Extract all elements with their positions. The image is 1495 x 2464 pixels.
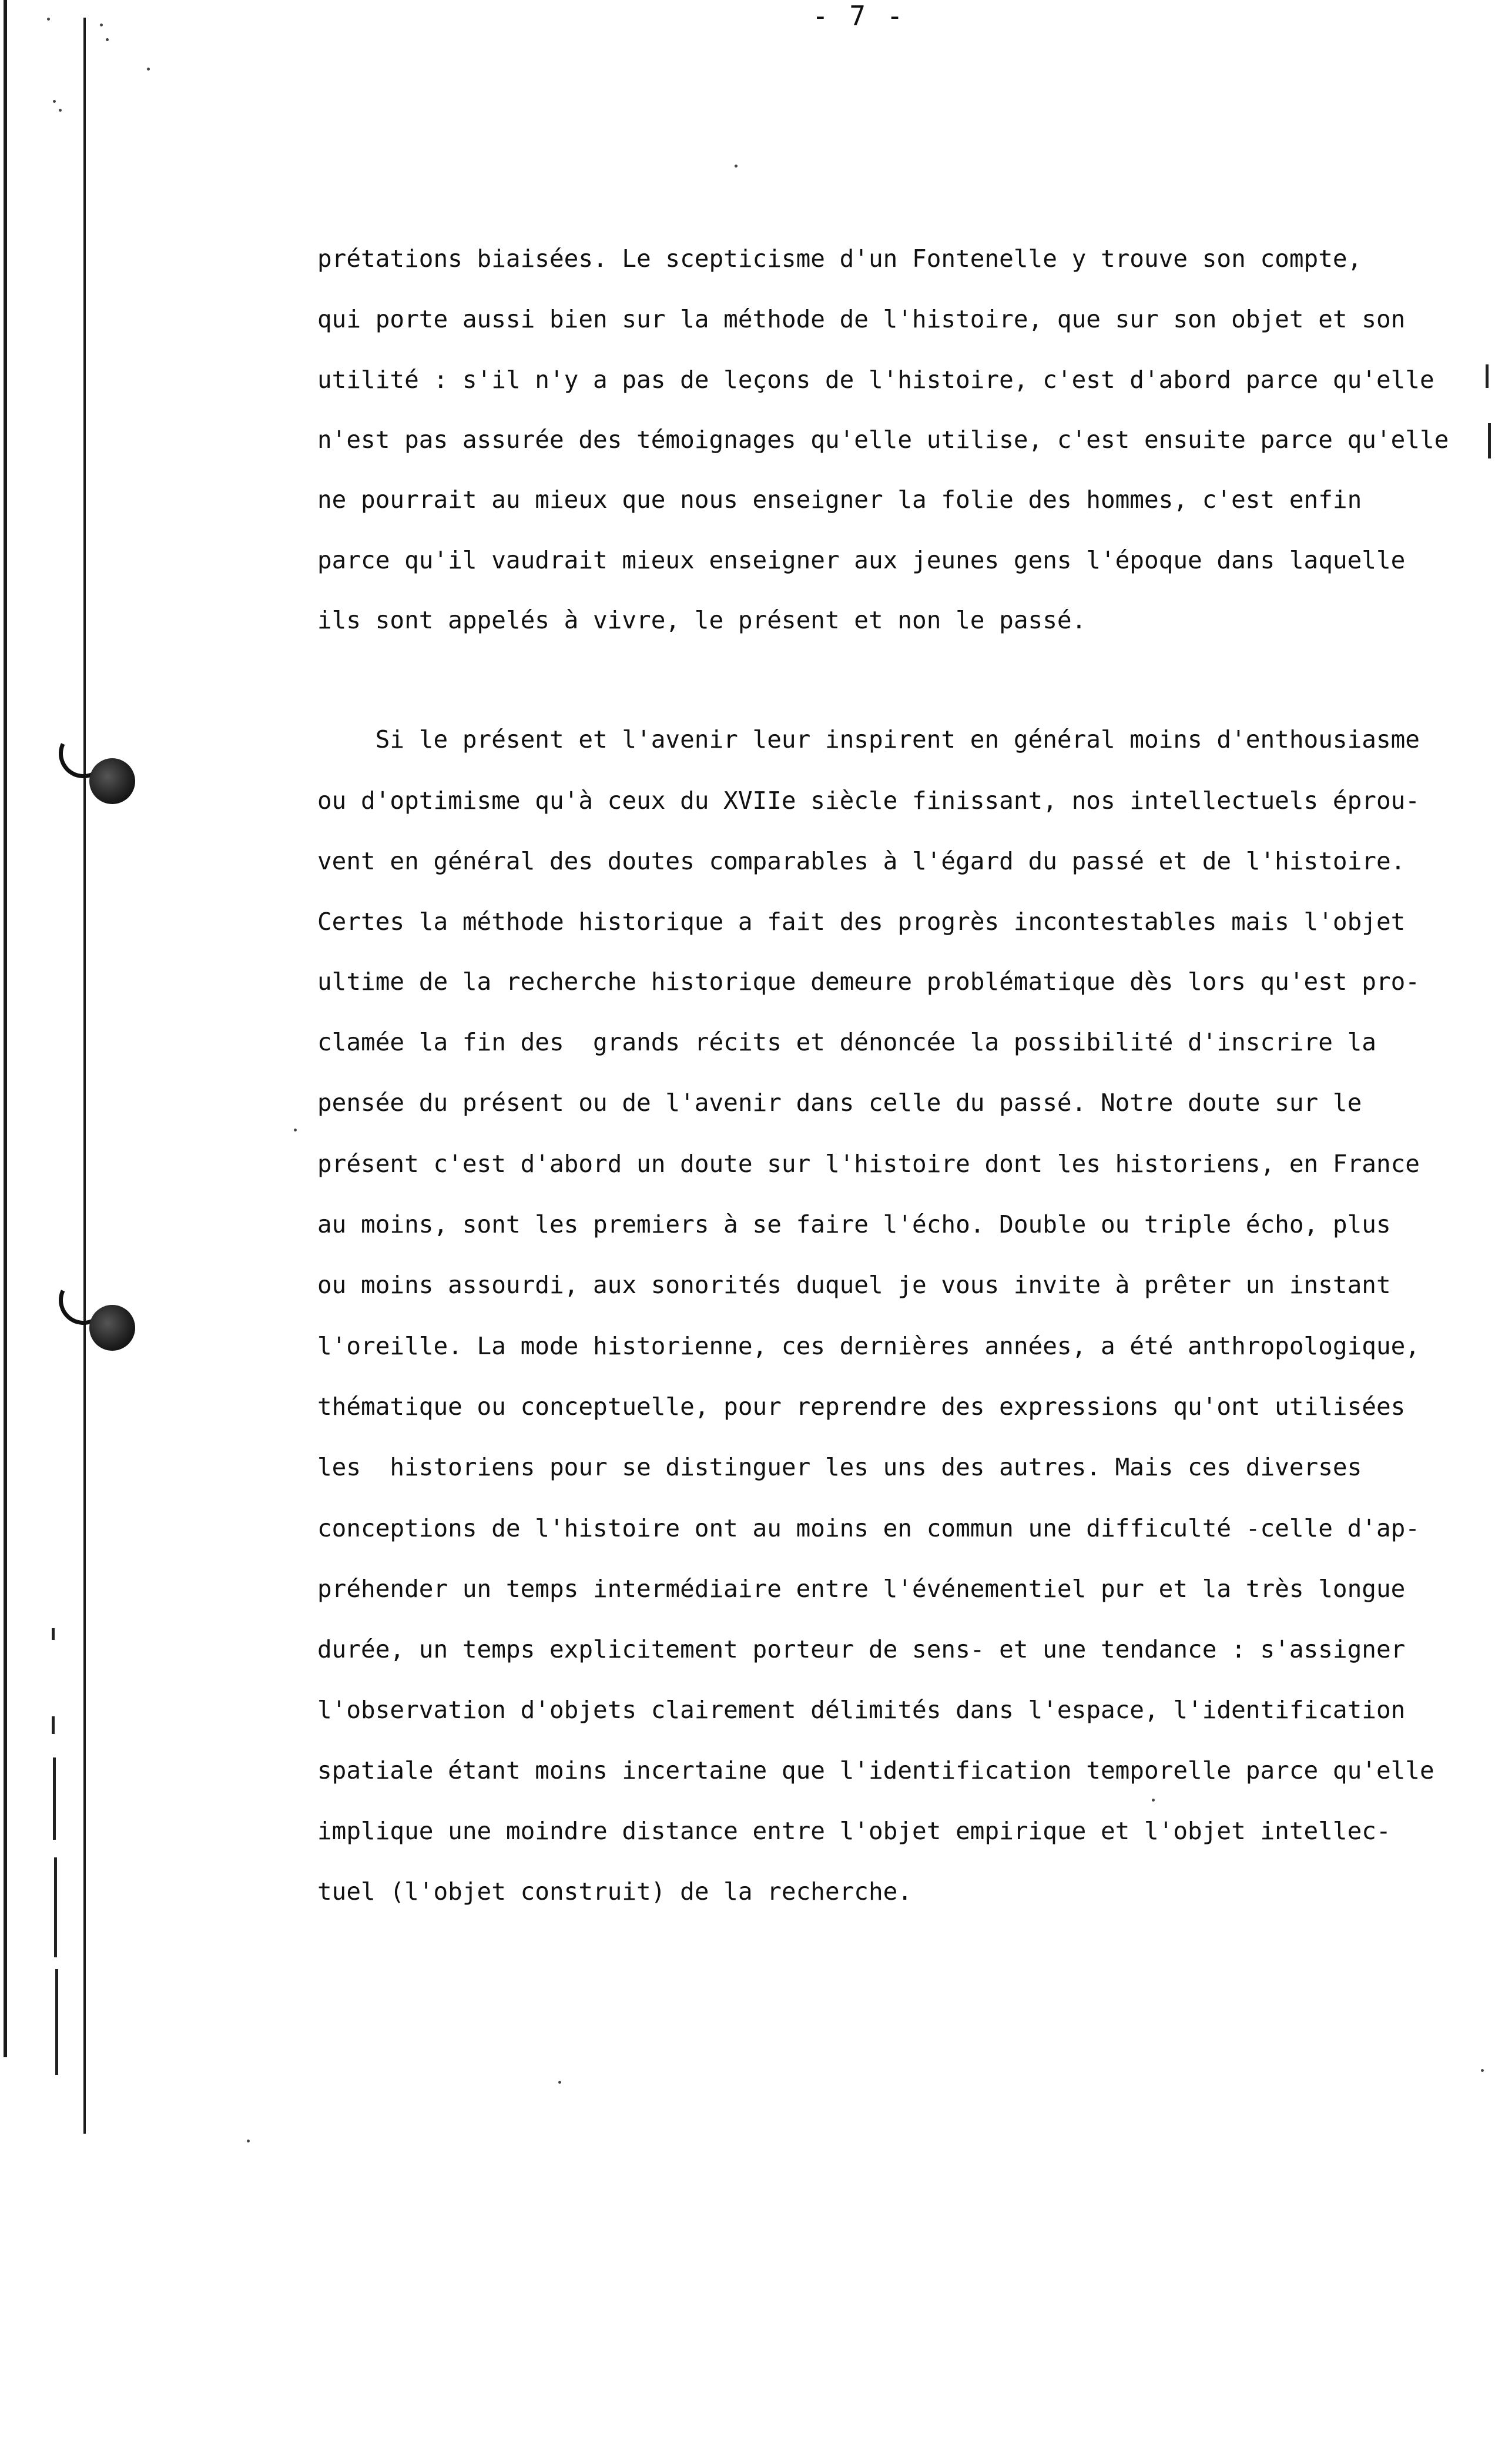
page-number: - 7 - bbox=[812, 0, 906, 32]
body-line: les historiens pour se distinguer les uns des autres. Mais ces diverses bbox=[317, 1453, 1362, 1481]
body-line: ultime de la recherche historique demeure problématique dès lors qu'est pro- bbox=[317, 967, 1420, 996]
margin-tick bbox=[54, 1857, 57, 1957]
body-line: au moins, sont les premiers à se faire l'écho. Double ou triple écho, plus bbox=[317, 1210, 1391, 1238]
scan-speck bbox=[147, 68, 150, 71]
margin-rule-line bbox=[83, 18, 86, 2134]
body-line: implique une moindre distance entre l'objet empirique et l'objet intellec- bbox=[317, 1817, 1391, 1845]
body-line: présent c'est d'abord un doute sur l'histoire dont les historiens, en France bbox=[317, 1150, 1420, 1178]
body-line: l'oreille. La mode historienne, ces dernières années, a été anthropologique, bbox=[317, 1332, 1420, 1360]
body-line: prétations biaisées. Le scepticisme d'un Fontenelle y trouve son compte, bbox=[317, 245, 1362, 273]
body-line: utilité : s'il n'y a pas de leçons de l'histoire, c'est d'abord parce qu'elle bbox=[317, 366, 1434, 394]
scan-speck bbox=[558, 2081, 561, 2084]
scan-speck bbox=[735, 165, 738, 168]
body-line: préhender un temps intermédiaire entre l'événementiel pur et la très longue bbox=[317, 1575, 1406, 1603]
body-line: ou moins assourdi, aux sonorités duquel je vous invite à prêter un instant bbox=[317, 1271, 1391, 1299]
body-line: n'est pas assurée des témoignages qu'elle utilise, c'est ensuite parce qu'elle bbox=[317, 426, 1449, 454]
body-line: conceptions de l'histoire ont au moins en commun une difficulté -celle d'ap- bbox=[317, 1514, 1420, 1542]
scan-speck bbox=[47, 18, 50, 21]
scan-speck bbox=[1152, 1799, 1155, 1802]
body-line: ou d'optimisme qu'à ceux du XVIIe siècle finissant, nos intellectuels éprou- bbox=[317, 786, 1420, 815]
body-line: parce qu'il vaudrait mieux enseigner aux jeunes gens l'époque dans laquelle bbox=[317, 546, 1406, 574]
right-edge-tick bbox=[1488, 423, 1491, 458]
body-line: tuel (l'objet construit) de la recherche. bbox=[317, 1877, 913, 1906]
punch-hole-bottom bbox=[89, 1305, 135, 1351]
body-line: vent en général des doutes comparables à l'égard du passé et de l'histoire. bbox=[317, 847, 1406, 875]
body-line: clamée la fin des grands récits et dénoncée la possibilité d'inscrire la bbox=[317, 1028, 1376, 1056]
margin-tick bbox=[52, 1628, 55, 1640]
body-line: qui porte aussi bien sur la méthode de l'histoire, que sur son objet et son bbox=[317, 305, 1406, 333]
scan-speck bbox=[106, 38, 109, 41]
scan-speck bbox=[100, 24, 103, 26]
body-line: ils sont appelés à vivre, le présent et non le passé. bbox=[317, 606, 1087, 634]
body-line: thématique ou conceptuelle, pour reprendre des expressions qu'ont utilisées bbox=[317, 1392, 1406, 1421]
binding-edge-line bbox=[4, 0, 7, 2057]
right-edge-tick bbox=[1486, 364, 1489, 388]
body-line: Certes la méthode historique a fait des progrès incontestables mais l'objet bbox=[317, 908, 1406, 936]
body-line: l'observation d'objets clairement délimités dans l'espace, l'identification bbox=[317, 1696, 1406, 1724]
margin-tick bbox=[52, 1716, 55, 1734]
margin-tick bbox=[53, 1757, 56, 1840]
scan-speck bbox=[1481, 2069, 1484, 2072]
scan-speck bbox=[294, 1129, 297, 1131]
punch-hole-top bbox=[89, 758, 135, 804]
margin-tick bbox=[55, 1969, 58, 2075]
scan-speck bbox=[59, 109, 62, 112]
scan-speck bbox=[247, 2140, 250, 2142]
scan-speck bbox=[53, 100, 56, 103]
body-line: Si le présent et l'avenir leur inspirent en général moins d'enthousiasme bbox=[317, 725, 1420, 754]
body-line: ne pourrait au mieux que nous enseigner la folie des hommes, c'est enfin bbox=[317, 486, 1362, 514]
body-line: pensée du présent ou de l'avenir dans celle du passé. Notre doute sur le bbox=[317, 1089, 1362, 1117]
body-line: spatiale étant moins incertaine que l'identification temporelle parce qu'elle bbox=[317, 1756, 1434, 1785]
body-line: durée, un temps explicitement porteur de sens- et une tendance : s'assigner bbox=[317, 1635, 1406, 1663]
